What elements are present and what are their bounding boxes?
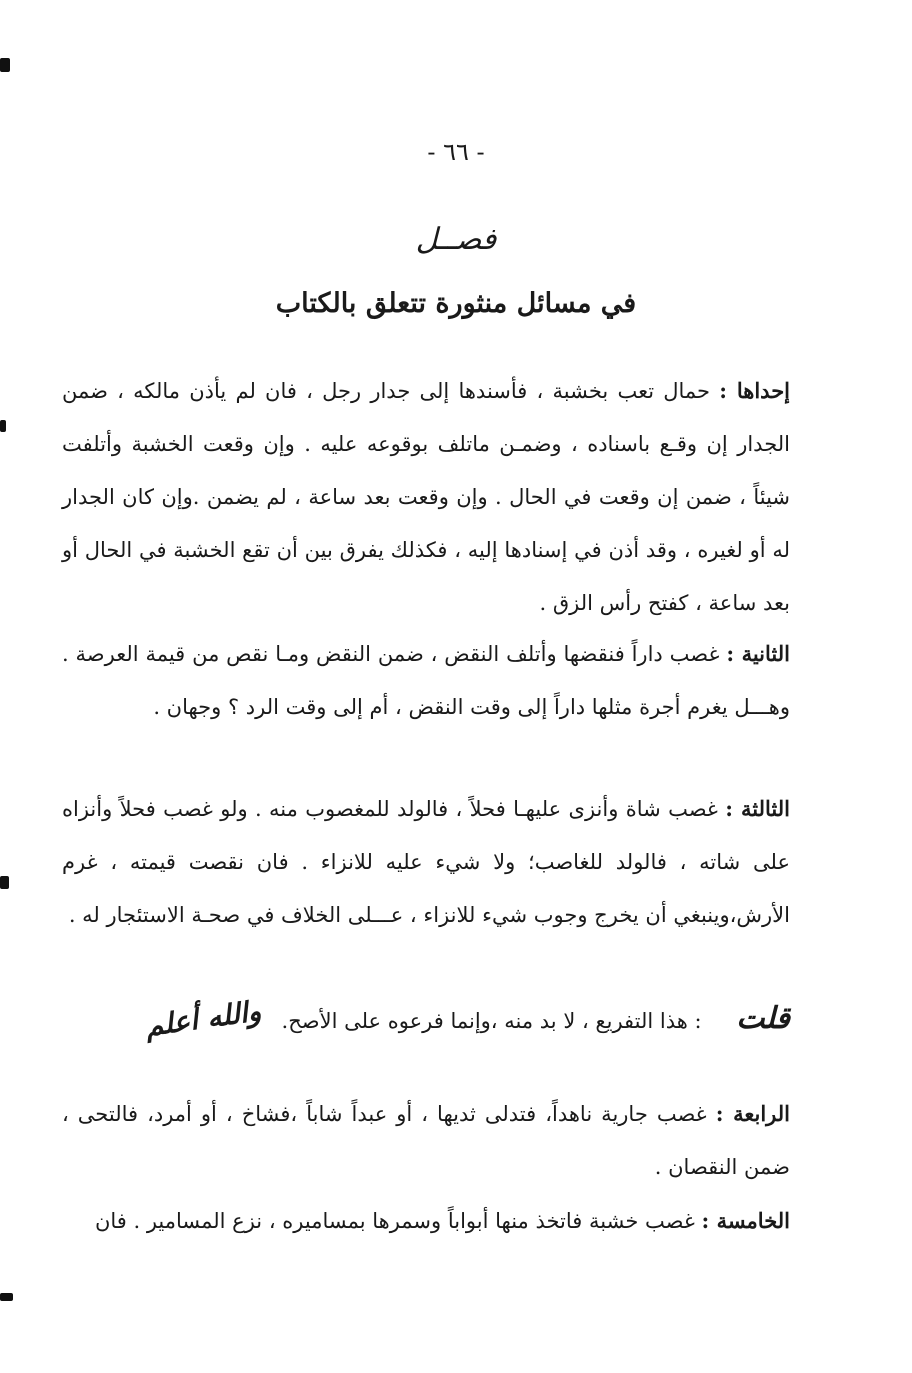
paragraph bbox=[62, 782, 790, 994]
paragraph-text: غصب جارية ناهداً، فتدلى ثديها ، أو عبداً شاباً ،فشاخ ، أو أمرد، فالتحى ، ضمن النقصان . bbox=[62, 1102, 790, 1179]
page-number: - ٦٦ - bbox=[427, 138, 485, 166]
paragraph-text: غصب خشبة فاتخذ منها أبواباً وسمرها بمساميره ، نزع المسامير . فان bbox=[94, 1209, 695, 1233]
binding-mark bbox=[0, 876, 9, 889]
paragraph bbox=[62, 627, 790, 787]
paragraph bbox=[62, 1087, 790, 1197]
note-paragraph bbox=[62, 992, 790, 1072]
paragraph-text: غصب شاة وأنزى عليهـا فحلاً ، فالولد للمغصوب منه . ولو غصب فحلاً وأنزاه على شاته ، فالولد للغاصب؛ ولا شيء عليه للانزاء . فان نقصت قيمته ، غرم الأرش،وينبغي أن يخرج وجوب شيء للانزاء ، عـــلى الخلاف في صحـة الاستئجار له . bbox=[62, 797, 790, 927]
note-label: قلت bbox=[736, 1001, 790, 1036]
binding-mark bbox=[0, 58, 10, 72]
paragraph-label: الرابعة : bbox=[715, 1101, 790, 1126]
paragraph-label: الثالثة : bbox=[725, 796, 790, 821]
binding-mark bbox=[0, 1293, 13, 1301]
paragraph bbox=[62, 364, 790, 629]
section-title: في مسائل منثورة تتعلق بالكتاب bbox=[275, 288, 637, 319]
paragraph-label: الخامسة : bbox=[701, 1208, 790, 1233]
paragraph bbox=[62, 1194, 790, 1254]
paragraph-label: الثانية : bbox=[726, 641, 790, 666]
section-heading: فصــل bbox=[415, 222, 497, 257]
closing-formula: والله أعلم bbox=[142, 994, 263, 1043]
paragraph-text: غصب داراً فنقضها وأتلف النقض ، ضمن النقض ومـا نقص من قيمة العرصة . وهـــل يغرم أجرة مثلها داراً إلى وقت النقض ، أم إلى وقت الرد ؟ وجهان . bbox=[62, 642, 790, 719]
paragraph-text: : هذا التفريع ، لا بد منه ،وإنما فرعوه على الأصح. bbox=[281, 1009, 702, 1033]
paragraph-text: حمال تعب بخشبة ، فأسندها إلى جدار رجل ، فان لم يأذن مالكه ، ضمن الجدار إن وقـع باسناده ، وضمـن ماتلف بوقوعه عليه . وإن وقعت الخشبة وأتلفت شيئاً ، ضمن إن وقعت في الحال . وإن وقعت بعد ساعة ، لم يضمن .وإن كان الجدار له أو لغيره ، وقد أذن في إسنادها إليه ، فكذلك يفرق بين أن تقع الخشبة في الحال أو بعد ساعة ، كفتح رأس الزق . bbox=[62, 379, 790, 615]
binding-mark bbox=[0, 420, 6, 432]
paragraph-label: إحداها : bbox=[719, 378, 791, 403]
